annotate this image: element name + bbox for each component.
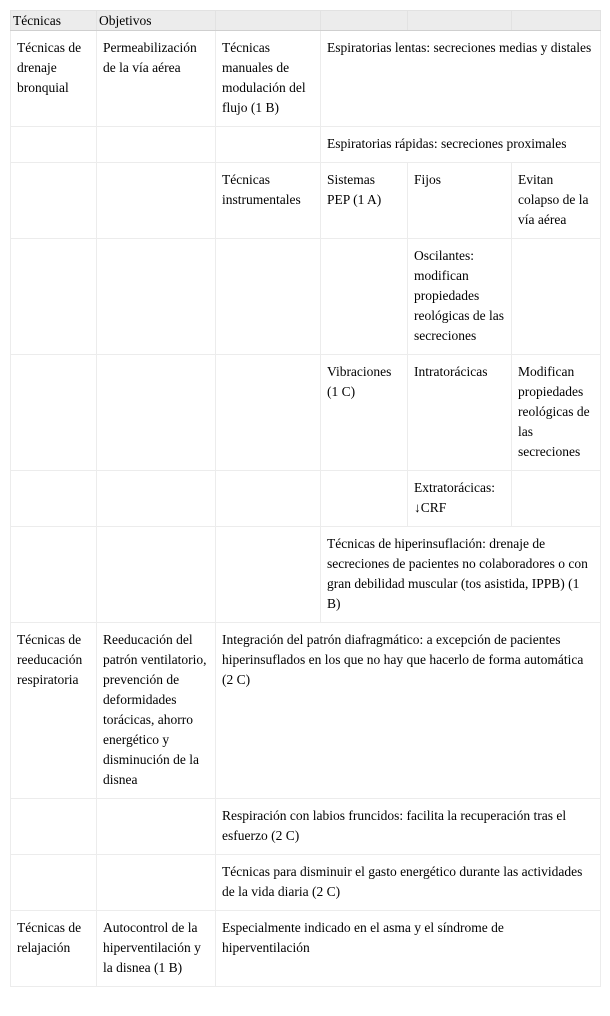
cell-empty bbox=[11, 127, 97, 163]
table-row bbox=[11, 355, 601, 471]
header-empty bbox=[408, 11, 512, 31]
cell-objetivo-reeducacion: Reeducación del patrón ventilatorio, prevención de deformidades torácicas, ahorro energético y disminución de la disnea bbox=[97, 623, 216, 799]
cell-empty bbox=[11, 355, 97, 471]
cell-empty bbox=[512, 239, 601, 355]
table-row bbox=[11, 855, 601, 911]
cell-empty bbox=[11, 239, 97, 355]
cell-empty bbox=[97, 355, 216, 471]
table-row bbox=[11, 471, 601, 527]
cell-indicacion-relajacion: Especialmente indicado en el asma y el síndrome de hiperventilación bbox=[216, 911, 601, 987]
header-objetivos: Objetivos bbox=[97, 11, 216, 31]
header-tecnicas: Técnicas bbox=[11, 11, 97, 31]
cell-espiratorias-lentas: Espiratorias lentas: secreciones medias y distales bbox=[321, 31, 601, 127]
cell-gasto-energetico: Técnicas para disminuir el gasto energético durante las actividades de la vida diaria (2 C) bbox=[216, 855, 601, 911]
cell-empty bbox=[97, 799, 216, 855]
cell-labios-fruncidos: Respiración con labios fruncidos: facilita la recuperación tras el esfuerzo (2 C) bbox=[216, 799, 601, 855]
cell-sistemas-pep: Sistemas PEP (1 A) bbox=[321, 163, 408, 239]
cell-tecnicas-manuales: Técnicas manuales de modulación del flujo (1 B) bbox=[216, 31, 321, 127]
table-row bbox=[11, 527, 601, 623]
cell-empty bbox=[11, 855, 97, 911]
header-empty bbox=[216, 11, 321, 31]
cell-fijos: Fijos bbox=[408, 163, 512, 239]
header-empty bbox=[321, 11, 408, 31]
cell-empty bbox=[11, 799, 97, 855]
table-row bbox=[11, 623, 601, 799]
cell-empty bbox=[97, 471, 216, 527]
cell-empty bbox=[11, 471, 97, 527]
cell-empty bbox=[97, 855, 216, 911]
cell-empty bbox=[512, 471, 601, 527]
cell-patron-diafragmatico: Integración del patrón diafragmático: a excepción de pacientes hiperinsuflados en los que no hay que hacerlo de forma automática (2 C) bbox=[216, 623, 601, 799]
cell-espiratorias-rapidas: Espiratorias rápidas: secreciones proximales bbox=[321, 127, 601, 163]
cell-empty bbox=[216, 355, 321, 471]
cell-empty bbox=[97, 527, 216, 623]
cell-tecnicas-instrumentales: Técnicas instrumentales bbox=[216, 163, 321, 239]
cell-empty bbox=[97, 163, 216, 239]
header-empty bbox=[512, 11, 601, 31]
cell-empty bbox=[216, 127, 321, 163]
cell-objetivo-relajacion: Autocontrol de la hiperventilación y la disnea (1 B) bbox=[97, 911, 216, 987]
cell-tecnica-relajacion: Técnicas de relajación bbox=[11, 911, 97, 987]
cell-hiperinsuflacion: Técnicas de hiperinsuflación: drenaje de secreciones de pacientes no colaboradores o con gran debilidad muscular (tos asistida, IPPB) (1 B) bbox=[321, 527, 601, 623]
cell-fijos-desc: Evitan colapso de la vía aérea bbox=[512, 163, 601, 239]
cell-oscilantes: Oscilantes: modifican propiedades reológicas de las secreciones bbox=[408, 239, 512, 355]
cell-empty bbox=[11, 527, 97, 623]
cell-vibraciones: Vibraciones (1 C) bbox=[321, 355, 408, 471]
cell-tecnica-drenaje: Técnicas de drenaje bronquial bbox=[11, 31, 97, 127]
table-row bbox=[11, 31, 601, 127]
table-row bbox=[11, 799, 601, 855]
cell-empty bbox=[11, 163, 97, 239]
table-row bbox=[11, 163, 601, 239]
cell-objetivo-drenaje: Permeabilización de la vía aérea bbox=[97, 31, 216, 127]
cell-intratoracicas: Intratorácicas bbox=[408, 355, 512, 471]
cell-empty bbox=[321, 471, 408, 527]
cell-empty bbox=[321, 239, 408, 355]
cell-empty bbox=[97, 127, 216, 163]
techniques-table bbox=[10, 10, 601, 987]
table-row bbox=[11, 239, 601, 355]
cell-intratoracicas-desc: Modifican propiedades reológicas de las secreciones bbox=[512, 355, 601, 471]
table-row bbox=[11, 127, 601, 163]
cell-empty bbox=[97, 239, 216, 355]
table-row bbox=[11, 911, 601, 987]
cell-extratoracicas: Extratorácicas: ↓CRF bbox=[408, 471, 512, 527]
cell-tecnica-reeducacion: Técnicas de reeducación respiratoria bbox=[11, 623, 97, 799]
header-row bbox=[11, 11, 601, 31]
cell-empty bbox=[216, 471, 321, 527]
cell-empty bbox=[216, 239, 321, 355]
cell-empty bbox=[216, 527, 321, 623]
